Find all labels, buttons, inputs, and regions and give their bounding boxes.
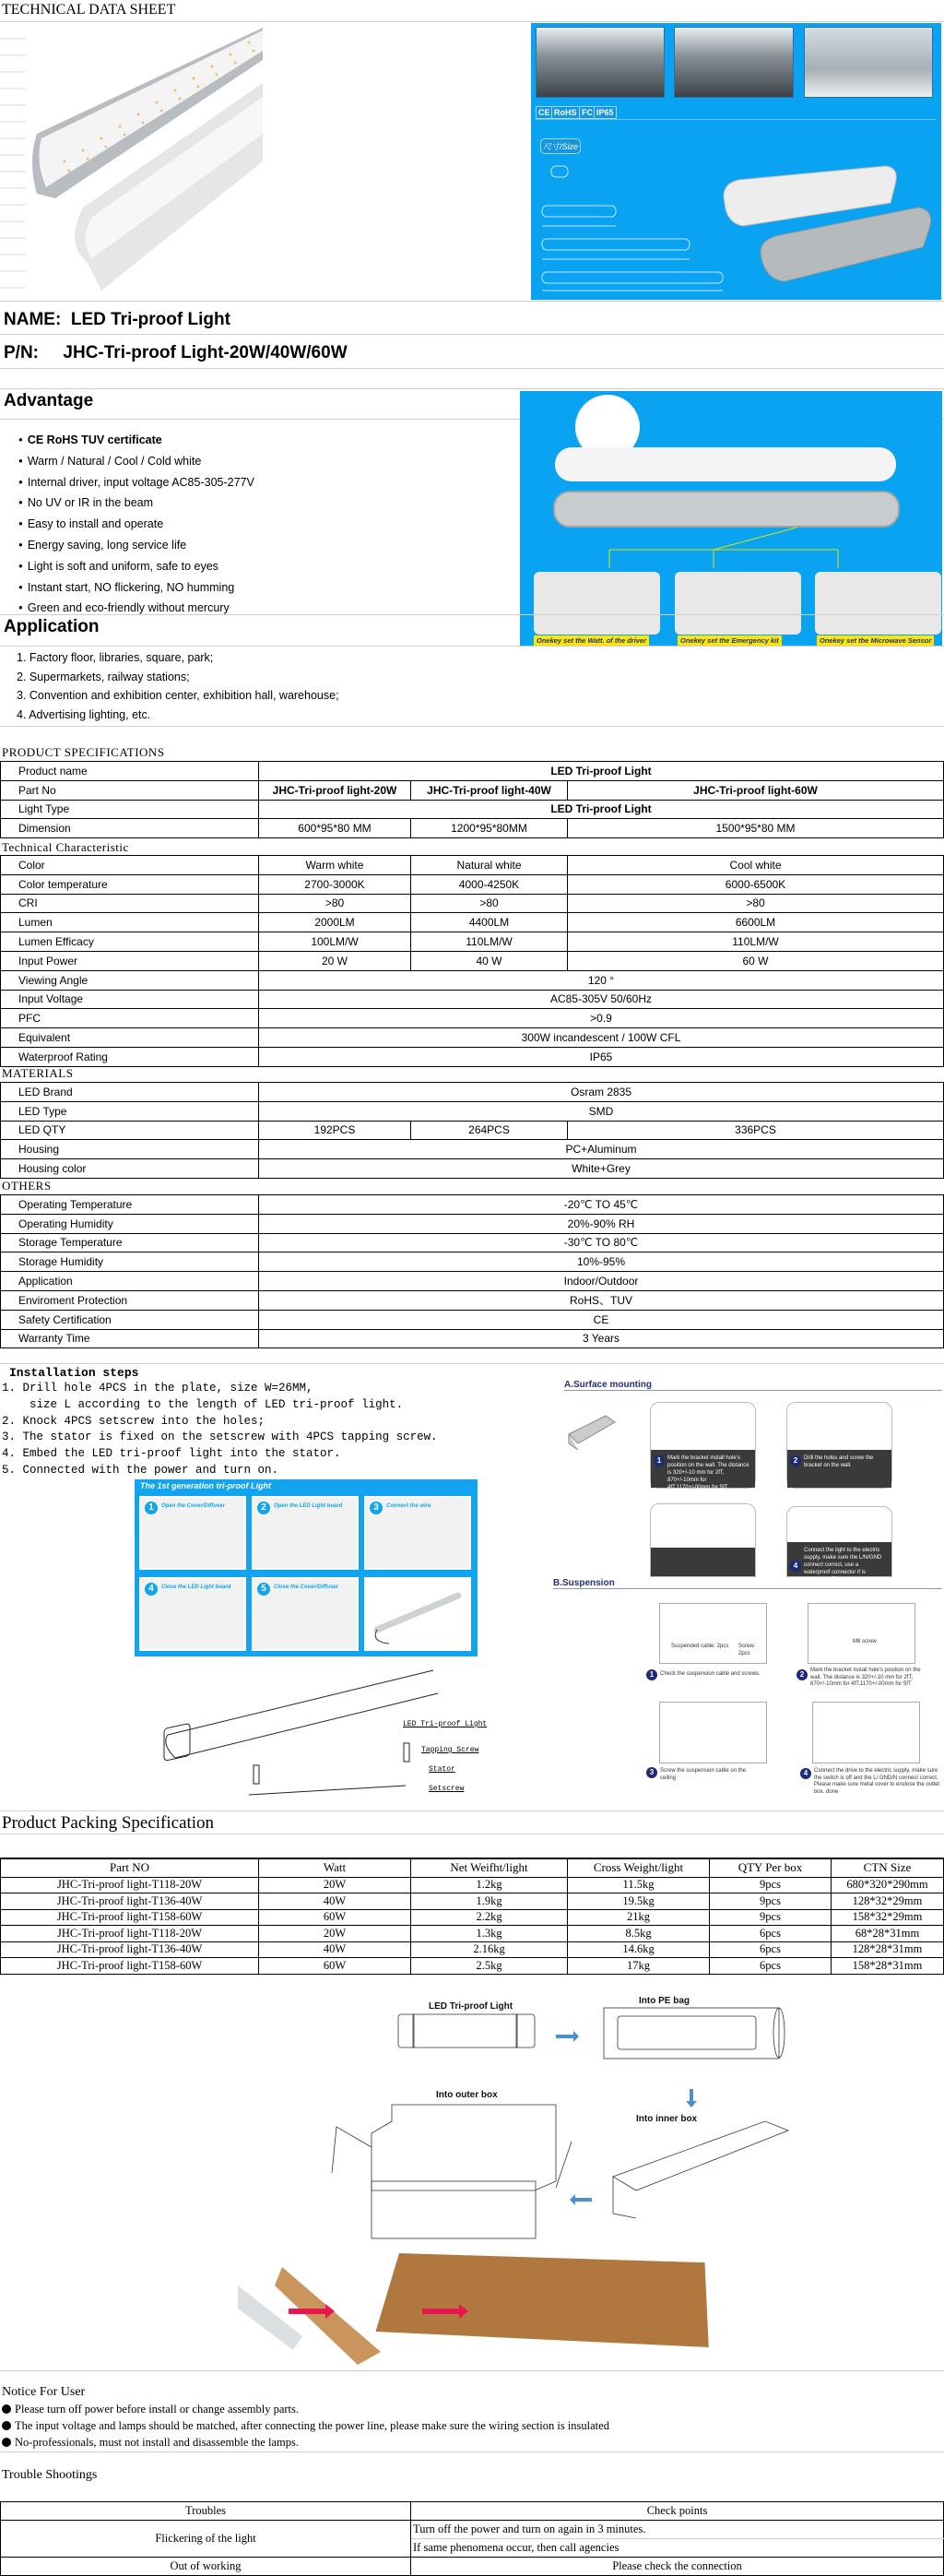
packing-cell: 40W	[259, 1893, 411, 1910]
packing-cell: JHC-Tri-proof light-T118-20W	[1, 1877, 259, 1893]
spec-label: LED Brand	[1, 1083, 259, 1102]
spec-value: JHC-Tri-proof light-40W	[411, 780, 568, 800]
checkpoint-cell: If same phenomena occur, then call agencies	[411, 2539, 944, 2558]
spec-value: 6600LM	[568, 913, 944, 932]
packing-cell: 60W	[259, 1909, 411, 1926]
column-header: CTN Size	[832, 1858, 944, 1877]
application-item: 4. Advertising lighting, etc.	[17, 708, 151, 722]
spec-value: SMD	[259, 1101, 944, 1121]
spec-value: LED Tri-proof Light	[259, 800, 944, 819]
flow-label: Into PE bag	[639, 1996, 690, 2006]
spec-label: Warranty Time	[1, 1329, 259, 1348]
spec-row	[1, 1233, 944, 1252]
spec-label: Light Type	[1, 800, 259, 819]
spec-value: 100LM/W	[259, 932, 411, 952]
surface-step-card	[786, 1402, 892, 1489]
trouble-cell: Flickering of the light	[1, 2521, 411, 2558]
others-table	[0, 1194, 944, 1348]
advantage-item: ● Energy saving, long service life	[18, 536, 254, 557]
step-text: Connect the drive to the electric supply, make sure the switch is off and the L/ GND/N connect correct. Please make sure metal cover to enclose the outlet box. done	[814, 1768, 940, 1795]
spec-value: -20℃ TO 45℃	[259, 1195, 944, 1215]
sensor-photo	[815, 572, 941, 635]
spec-row	[1, 1214, 944, 1233]
packing-cell: 6pcs	[710, 1926, 832, 1942]
spec-row	[1, 894, 944, 913]
spec-row	[1, 856, 944, 875]
packing-row	[1, 1941, 944, 1958]
packing-cell: 6pcs	[710, 1958, 832, 1975]
notice-text: The input voltage and lamps should be matched, after connecting the power line, please make sure the wiring section is insulated	[15, 2419, 609, 2432]
feature-caption: Onekey set the Emergency kit	[678, 635, 782, 646]
spec-row	[1, 913, 944, 932]
spec-value: White+Grey	[259, 1159, 944, 1179]
packing-row	[1, 1958, 944, 1975]
spec-row	[1, 1290, 944, 1310]
flow-label: LED Tri-proof Light	[429, 2001, 513, 2012]
application-item: 2. Supermarkets, railway stations;	[17, 670, 190, 683]
diffuser-image	[555, 447, 896, 481]
spec-row	[1, 1195, 944, 1215]
panel-step-card	[364, 1496, 471, 1570]
column-header: Watt	[259, 1858, 411, 1877]
spec-label: LED QTY	[1, 1121, 259, 1140]
suspension-step-card	[659, 1603, 767, 1664]
installation-line: 3. The stator is fixed on the setscrew with 4PCS tapping screw.	[2, 1430, 438, 1444]
column-header: QTY Per box	[710, 1858, 832, 1877]
packing-cell: JHC-Tri-proof light-T118-20W	[1, 1926, 259, 1942]
step-label: Suspended cable: 2pcs	[671, 1644, 729, 1649]
step-number: 3	[370, 1502, 383, 1514]
part-number-line	[4, 343, 348, 363]
step-number: 1	[145, 1502, 158, 1514]
pn-value: JHC-Tri-proof Light-20W/40W/60W	[63, 343, 348, 362]
packing-cell: 9pcs	[710, 1909, 832, 1926]
packing-cell: 19.5kg	[568, 1893, 710, 1910]
spec-label: Waterproof Rating	[1, 1047, 259, 1066]
spec-row	[1, 1083, 944, 1102]
step-number: 4	[800, 1768, 811, 1779]
trouble-row	[1, 2558, 944, 2576]
spec-label: Input Voltage	[1, 990, 259, 1009]
spec-value: Warm white	[259, 856, 411, 875]
spec-value: 600*95*80 MM	[259, 819, 411, 838]
spec-row	[1, 970, 944, 990]
packing-cell: 21kg	[568, 1909, 710, 1926]
advantage-item: ● CE RoHS TUV certificate	[18, 431, 254, 452]
application-panel	[531, 23, 941, 300]
step-text: Check the suspension cable and screws.	[660, 1671, 761, 1677]
product-specs-table	[0, 761, 944, 838]
size-badge: 尺寸/Size	[540, 138, 581, 154]
step-number: 4	[145, 1583, 158, 1596]
installation-line: 5. Connected with the power and turn on.	[2, 1463, 279, 1477]
spec-row	[1, 819, 944, 838]
packing-cell: 128*32*29mm	[832, 1893, 944, 1910]
spec-value: 60 W	[568, 951, 944, 970]
spec-value: 40 W	[411, 951, 568, 970]
surface-step-card	[786, 1506, 892, 1583]
spec-row	[1, 1121, 944, 1140]
step-text: Screw the suspension cable on the ceiling	[660, 1768, 747, 1781]
spec-value: 20%-90% RH	[259, 1214, 944, 1233]
spec-label: Operating Humidity	[1, 1214, 259, 1233]
product-name-line	[4, 310, 230, 330]
spec-value: 6000-6500K	[568, 874, 944, 894]
spec-value: >80	[411, 894, 568, 913]
housing-image	[553, 491, 900, 528]
column-header: Cross Weight/light	[568, 1858, 710, 1877]
spec-label: Dimension	[1, 819, 259, 838]
cert-badge-ce: CE	[536, 106, 553, 119]
spec-value: 1200*95*80MM	[411, 819, 568, 838]
suspension-step-card	[812, 1702, 920, 1763]
spec-row	[1, 1310, 944, 1329]
spec-row	[1, 762, 944, 781]
spec-row	[1, 1009, 944, 1028]
packing-cell: 158*32*29mm	[832, 1909, 944, 1926]
mounting-drawing	[157, 1666, 433, 1809]
packing-flow-diagram	[332, 1992, 830, 2241]
column-header: Net Weifht/light	[411, 1858, 568, 1877]
spec-value: LED Tri-proof Light	[259, 762, 944, 781]
spec-row	[1, 874, 944, 894]
spec-value: 192PCS	[259, 1121, 411, 1140]
spec-row	[1, 800, 944, 819]
name-label: NAME:	[4, 310, 62, 329]
step-number: 2	[796, 1669, 808, 1680]
step-number: 2	[790, 1455, 801, 1466]
notice-title: Notice For User	[2, 2385, 86, 2399]
packing-cell: JHC-Tri-proof light-T158-60W	[1, 1958, 259, 1975]
spec-value: 300W incandescent / 100W CFL	[259, 1028, 944, 1048]
step-text: Mark the bracket install hole's position on the wall. The distance is 320+/-10 mm for 2fT, 870+/-10mm for 4fT,1170+/-00mm for 5fT	[667, 1454, 749, 1490]
sheet-title: TECHNICAL DATA SHEET	[2, 2, 176, 18]
advantage-item: ● Light is soft and uniform, safe to eyes	[18, 557, 254, 578]
spec-label: Storage Humidity	[1, 1252, 259, 1272]
packing-cell: 9pcs	[710, 1877, 832, 1893]
packing-cell: 158*28*31mm	[832, 1958, 944, 1975]
spec-label: Product name	[1, 762, 259, 781]
installation-line: size L according to the length of LED tri-proof light.	[2, 1397, 404, 1411]
column-header: Part NO	[1, 1858, 259, 1877]
label-led-light: LED Tri-proof Light	[403, 1720, 488, 1728]
trouble-cell: Out of working	[1, 2558, 411, 2576]
packing-cell: 68*28*31mm	[832, 1926, 944, 1942]
packing-cell: 14.6kg	[568, 1941, 710, 1958]
spec-label: Operating Temperature	[1, 1195, 259, 1215]
lamp-render	[715, 166, 937, 286]
spec-value: 264PCS	[411, 1121, 568, 1140]
step-label: Screw: 2pcs	[738, 1644, 756, 1656]
spec-label: Lumen Efficacy	[1, 932, 259, 952]
spec-row	[1, 1272, 944, 1291]
notice-text: Please turn off power before install or change assembly parts.	[15, 2403, 300, 2416]
panel-title: The 1st generation tri-proof Light	[140, 1481, 271, 1490]
panel-step-card	[139, 1577, 246, 1651]
spec-label: Viewing Angle	[1, 970, 259, 990]
bullet-icon	[2, 2404, 11, 2414]
spec-value: 20 W	[259, 951, 411, 970]
spec-label: Lumen	[1, 913, 259, 932]
panel-step-card	[252, 1577, 359, 1651]
parking-photo-1	[536, 27, 665, 98]
spec-value: PC+Aluminum	[259, 1140, 944, 1159]
step-text: Mark the bracket install hole's position on the wall. The distance is 320+/-10 mm for 2fT, 870+/-10mm for 4fT,1170+/-00mm for 5fT	[810, 1668, 921, 1687]
suspension-step-card	[808, 1603, 915, 1664]
spec-row	[1, 990, 944, 1009]
bullet-icon	[2, 2421, 11, 2430]
parking-photo-3	[804, 27, 933, 98]
packing-cell: 11.5kg	[568, 1877, 710, 1893]
advantage-item: ● Green and eco-friendly without mercury	[18, 599, 254, 620]
pn-label: P/N:	[4, 343, 39, 362]
step-number: 1	[646, 1669, 657, 1680]
spec-row	[1, 1101, 944, 1121]
flow-label: Into inner box	[636, 2114, 698, 2124]
step-text: Connect the light to the electric supply, make sure the L/N/GND connect correct, use a waterproof connector if is necessary. Please	[804, 1547, 882, 1583]
spec-value: CE	[259, 1310, 944, 1329]
spec-value: Cool white	[568, 856, 944, 875]
packing-cell: 20W	[259, 1877, 411, 1893]
panel-step-card	[139, 1496, 246, 1570]
spec-label: Application	[1, 1272, 259, 1291]
notice-item	[2, 2403, 299, 2416]
name-value: LED Tri-proof Light	[70, 310, 230, 329]
installation-line: 2. Knock 4PCS setscrew into the holes;	[2, 1414, 266, 1428]
step-number: 5	[257, 1583, 270, 1596]
advantage-item: ● Instant start, NO flickering, NO humming	[18, 578, 254, 599]
step-number: 2	[257, 1502, 270, 1514]
spec-label: PFC	[1, 1009, 259, 1028]
packing-cell: 1.3kg	[411, 1926, 568, 1942]
packing-cell: 2.16kg	[411, 1941, 568, 1958]
materials-table	[0, 1082, 944, 1179]
installation-title: Installation steps	[9, 1366, 139, 1380]
section-materials: MATERIALS	[2, 1066, 74, 1080]
spec-row	[1, 1329, 944, 1348]
packing-cell: 1.9kg	[411, 1893, 568, 1910]
spec-row	[1, 1252, 944, 1272]
trouble-row	[1, 2521, 944, 2539]
packing-cell: 60W	[259, 1958, 411, 1975]
step-label: M8 screw	[853, 1639, 877, 1644]
section-technical: Technical Characteristic	[2, 840, 129, 854]
spec-row	[1, 932, 944, 952]
step-text: Drill the holes and screw the bracket on the wall.	[804, 1454, 874, 1468]
spec-label: CRI	[1, 894, 259, 913]
advantage-list	[18, 431, 254, 620]
step-text: Open the Cover/Diffuser	[161, 1503, 225, 1509]
label-tapping-screw: Tapping Screw	[421, 1746, 479, 1754]
notice-item	[2, 2436, 299, 2450]
installation-line: 4. Embed the LED tri-proof light into the stator.	[2, 1447, 341, 1461]
spec-label: LED Type	[1, 1101, 259, 1121]
spec-value: 110LM/W	[411, 932, 568, 952]
spec-value: -30℃ TO 80℃	[259, 1233, 944, 1252]
driver-photo	[534, 572, 660, 635]
step-text: Open the LED Light board	[274, 1503, 343, 1509]
installation-line: 1. Drill hole 4PCS in the plate, size W=26MM,	[2, 1382, 313, 1395]
trouble-header-row	[1, 2502, 944, 2521]
surface-mounting-title: A.Surface mounting	[564, 1380, 942, 1391]
packing-cell: 2.5kg	[411, 1958, 568, 1975]
advantage-title: Advantage	[4, 391, 94, 410]
packing-cell: 40W	[259, 1941, 411, 1958]
emergency-kit-photo	[675, 572, 801, 635]
generation-steps-panel	[135, 1479, 478, 1656]
spec-label: Housing color	[1, 1159, 259, 1179]
packing-cell: JHC-Tri-proof light-T158-60W	[1, 1909, 259, 1926]
spec-value: 1500*95*80 MM	[568, 819, 944, 838]
advantage-item: ● No UV or IR in the beam	[18, 493, 254, 515]
spec-label: Color	[1, 856, 259, 875]
suspension-step-card	[659, 1702, 767, 1763]
application-item: 1. Factory floor, libraries, square, park;	[17, 651, 214, 664]
panel-step-card	[252, 1496, 359, 1570]
packing-row	[1, 1877, 944, 1893]
spec-value: 2000LM	[259, 913, 411, 932]
cert-badge-ip65: IP65	[594, 106, 617, 119]
packing-row	[1, 1893, 944, 1910]
column-header: Troubles	[1, 2502, 411, 2521]
packing-cell: 9pcs	[710, 1893, 832, 1910]
surface-step-card	[650, 1503, 756, 1577]
flow-label: Into outer box	[436, 2090, 498, 2100]
spec-label: Part No	[1, 780, 259, 800]
bracket-icon	[564, 1411, 620, 1453]
notice-item	[2, 2419, 609, 2433]
checkpoint-cell: Turn off the power and turn on again in 3 minutes.	[411, 2521, 944, 2539]
spec-value: Indoor/Outdoor	[259, 1272, 944, 1291]
parking-photo-2	[674, 27, 794, 98]
bullet-icon	[2, 2438, 11, 2447]
packing-cell: 680*320*290mm	[832, 1877, 944, 1893]
product-photo	[0, 23, 521, 300]
packing-flow-drawings	[332, 1992, 830, 2241]
application-title: Application	[4, 617, 100, 636]
packing-cell: 8.5kg	[568, 1926, 710, 1942]
spec-row	[1, 1159, 944, 1179]
step-text: Close the Cover/Diffuser	[274, 1585, 338, 1590]
spec-value: JHC-Tri-proof light-20W	[259, 780, 411, 800]
installation-steps	[2, 1381, 438, 1479]
spec-label: Equivalent	[1, 1028, 259, 1048]
spec-value: IP65	[259, 1047, 944, 1066]
spec-value: RoHS、TUV	[259, 1290, 944, 1310]
step-number: 3	[646, 1767, 657, 1778]
spec-label: Enviroment Protection	[1, 1290, 259, 1310]
lamp-illustration	[0, 23, 521, 300]
surface-step-card	[650, 1402, 756, 1489]
packing-cell: 20W	[259, 1926, 411, 1942]
packing-cell: JHC-Tri-proof light-T136-40W	[1, 1941, 259, 1958]
application-item: 3. Convention and exhibition center, exhibition hall, warehouse;	[17, 689, 339, 703]
spec-value: Osram 2835	[259, 1083, 944, 1102]
packing-cell: JHC-Tri-proof light-T136-40W	[1, 1893, 259, 1910]
spec-value: >0.9	[259, 1009, 944, 1028]
feature-caption: Onekey set the Watt. of the driver	[534, 635, 649, 646]
spec-row	[1, 951, 944, 970]
cert-badge-fc: FC	[579, 106, 596, 119]
spec-value: 2700-3000K	[259, 874, 411, 894]
feature-panel	[520, 391, 942, 646]
section-others: OTHERS	[2, 1179, 52, 1193]
spec-value: 336PCS	[568, 1121, 944, 1140]
spec-value: 120 °	[259, 970, 944, 990]
advantage-item: ● Internal driver, input voltage AC85-305-277V	[18, 473, 254, 494]
step-text: Connect the wire	[386, 1503, 431, 1509]
spec-label: Color temperature	[1, 874, 259, 894]
technical-table	[0, 855, 944, 1067]
label-stator: Stator	[429, 1765, 455, 1774]
spec-value: 3 Years	[259, 1329, 944, 1348]
finished-lamp-card	[364, 1577, 471, 1651]
checkpoint-cell: Please check the connection	[411, 2558, 944, 2576]
packing-cell: 2.2kg	[411, 1909, 568, 1926]
packing-cell: 1.2kg	[411, 1877, 568, 1893]
spec-label: Housing	[1, 1140, 259, 1159]
spec-row	[1, 1047, 944, 1066]
section-product-specs: PRODUCT SPECIFICATIONS	[2, 745, 165, 759]
trouble-table	[0, 2501, 944, 2576]
packing-row	[1, 1926, 944, 1942]
packing-title: Product Packing Specification	[2, 1813, 215, 1833]
spec-value: 10%-95%	[259, 1252, 944, 1272]
spec-row	[1, 780, 944, 800]
spec-value: 4000-4250K	[411, 874, 568, 894]
spec-value: 4400LM	[411, 913, 568, 932]
spec-value: Natural white	[411, 856, 568, 875]
spec-label: Storage Temperature	[1, 1233, 259, 1252]
packing-row	[1, 1909, 944, 1926]
column-header: Check points	[411, 2502, 944, 2521]
packing-cell: 128*28*31mm	[832, 1941, 944, 1958]
step-text: Close the LED Light board	[161, 1585, 231, 1590]
feature-caption: Onekey set the Microwave Sensor	[817, 635, 934, 646]
packing-cell: 6pcs	[710, 1941, 832, 1958]
trouble-title: Trouble Shootings	[2, 2468, 98, 2482]
suspension-title: B.Suspension	[553, 1578, 942, 1589]
spec-value: >80	[259, 894, 411, 913]
packing-header-row	[1, 1858, 944, 1877]
carton-photo	[238, 2249, 830, 2365]
cert-badge-rohs: RoHS	[551, 106, 580, 119]
label-setscrew: Setscrew	[429, 1785, 465, 1793]
spec-value: >80	[568, 894, 944, 913]
spec-value: 110LM/W	[568, 932, 944, 952]
dimension-drawings	[540, 161, 725, 295]
step-number: 4	[790, 1561, 801, 1572]
spec-value: AC85-305V 50/60Hz	[259, 990, 944, 1009]
advantage-item: ● Easy to install and operate	[18, 515, 254, 536]
notice-text: No-professionals, must not install and disassemble the lamps.	[15, 2436, 299, 2449]
application-list	[17, 648, 339, 725]
spec-row	[1, 1028, 944, 1048]
connector-lines	[520, 528, 942, 574]
step-number: 1	[654, 1455, 665, 1466]
advantage-item: ● Warm / Natural / Cool / Cold white	[18, 452, 254, 473]
packing-table	[0, 1858, 944, 1975]
spec-label: Safety Certification	[1, 1310, 259, 1329]
spec-label: Input Power	[1, 951, 259, 970]
spec-row	[1, 1140, 944, 1159]
packing-cell: 17kg	[568, 1958, 710, 1975]
spec-value: JHC-Tri-proof light-60W	[568, 780, 944, 800]
